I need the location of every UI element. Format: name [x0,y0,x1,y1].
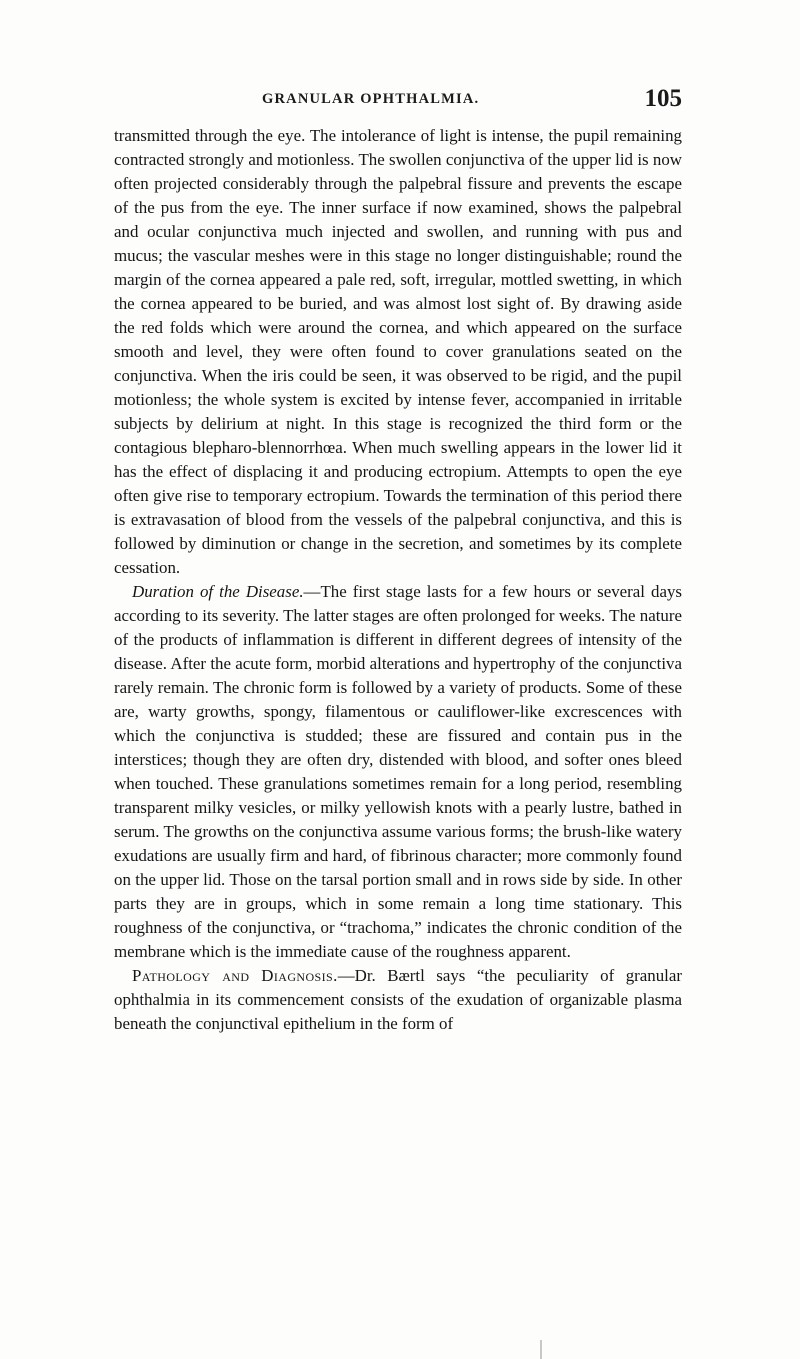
scan-edge-mark [540,1340,542,1359]
paragraph-text: —Dr. Bærtl says “the peculiarity of granular ophthalmia in its commencement consists of the exudation of organizable plasma beneath the conjunctival epithelium in the form of [114,966,682,1033]
paragraph-text: —The first stage lasts for a few hours or several days according to its severity. The latter stages are often prolonged for weeks. The nature of the products of inflammation is different in different degrees of intensity of the disease. After the acute form, morbid alterations and hypertrophy of the conjunctiva rarely remain. The chronic form is followed by a variety of products. Some of these are, warty growths, spongy, filamentous or cauliflower-like excrescences with which the conjunctiva is studded; these are fissured and contain pus in the interstices; though they are often dry, distended with blood, and softer ones bleed when touched. These granulations sometimes remain for a long period, resembling transparent milky vesicles, or milky yellowish knots with a pearly lustre, bathed in serum. The growths on the conjunctiva assume various forms; the brush-like watery exudations are usually firm and hard, of fibrinous character; more commonly found on the upper lid. Those on the tarsal portion small and in rows side by side. In other parts they are in groups, which in some remain a long time stationary. This roughness of the conjunctiva, or “trachoma,” indicates the chronic condition of the membrane which is the immediate cause of the roughness apparent. [114,582,682,961]
paragraph-pathology [114,964,682,1036]
paragraph-stages [114,124,682,580]
page-number: 105 [644,85,682,112]
paragraph-duration [114,580,682,964]
section-heading-pathology: Pathology and Diagnosis. [132,966,338,985]
running-title: GRANULAR OPHTHALMIA. [262,91,480,107]
running-head [112,85,682,119]
body-text [114,124,682,1036]
section-heading-duration: Duration of the Disease. [132,582,304,601]
paragraph-text: transmitted through the eye. The intolerance of light is intense, the pupil remaining contracted strongly and motionless. The swollen conjunctiva of the upper lid is now often projected considerably through the palpebral fissure and prevents the escape of the pus from the eye. The inner surface if now examined, shows the palpebral and ocular conjunctiva much injected and swollen, and running with pus and mucus; the vascular meshes were in this stage no longer distinguishable; round the margin of the cornea appeared a pale red, soft, irregular, mottled swetting, in which the cornea appeared to be buried, and was almost lost sight of. By drawing aside the red folds which were around the cornea, and which appeared on the surface smooth and level, they were often found to cover granulations seated on the conjunctiva. When the iris could be seen, it was observed to be rigid, and the pupil motionless; the whole system is excited by intense fever, accompanied in irritable subjects by delirium at night. In this stage is recognized the third form or the contagious blepharo-blennorrhœa. When much swelling appears in the lower lid it has the effect of displacing it and producing ectropium. Attempts to open the eye often give rise to temporary ectropium. Towards the termination of this period there is extravasation of blood from the vessels of the palpebral conjunctiva, and this is followed by diminution or change in the secretion, and sometimes by its complete cessation. [114,126,682,577]
